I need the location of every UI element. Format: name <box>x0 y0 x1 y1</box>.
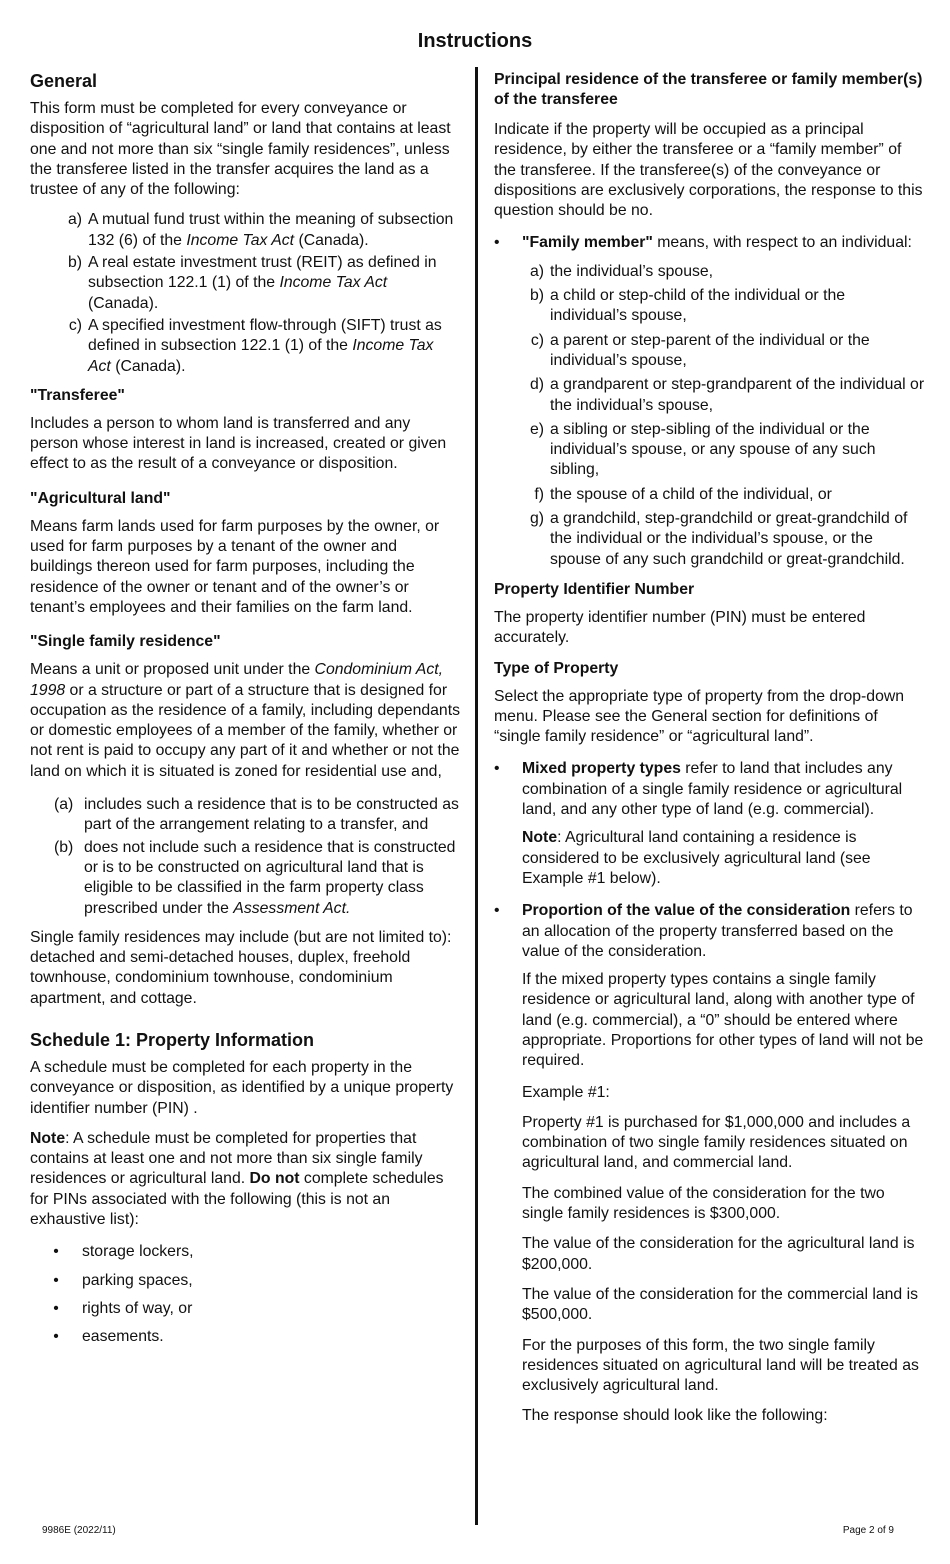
general-heading: General <box>30 71 98 91</box>
list-label: f) <box>534 485 544 503</box>
list-item <box>520 375 926 416</box>
right-column <box>494 70 926 1437</box>
list-text: storage lockers, <box>82 1243 194 1261</box>
list-item <box>520 420 926 481</box>
list-text: a grandparent or step-grandparent of the individual or the individual’s spouse, <box>550 376 925 414</box>
agricultural-land-paragraph: Means farm lands used for farm purposes by the owner, or used for farm purposes by a tenant of the owner and buildings thereon used for farm purposes, including the residence of the owner or tenant and of the owner’s or tenant’s employees and their families on the farm land. <box>30 517 440 616</box>
list-label: a) <box>529 262 544 280</box>
list-item <box>520 262 926 282</box>
list-label: a) <box>67 211 82 229</box>
list-text: Mixed property types refer to land that includes any combination of a single family residence or agricultural land, and any other type of land (e.g. commercial). <box>522 760 903 819</box>
list-text: A real estate investment trust (REIT) as defined in subsection 122.1 (1) of the Income Tax Act (Canada). <box>88 254 437 312</box>
list-label: b) <box>67 254 82 272</box>
pin-heading: Property Identifier Number <box>494 580 695 598</box>
list-text: a parent or step-parent of the individual or the individual’s spouse, <box>550 331 870 369</box>
proportion-bullet <box>494 901 926 962</box>
list-label: d) <box>529 376 544 394</box>
list-item <box>494 759 926 820</box>
list-item <box>520 485 926 505</box>
example-paragraph: The response should look like the following: <box>522 1407 828 1425</box>
list-item <box>30 1299 460 1319</box>
proportion-paragraph: If the mixed property types contains a single family residence or agricultural land, along with another type of land (e.g. commercial), a “0” should be entered where appropriate. Proportions for other types of land will not be required. <box>522 971 924 1070</box>
residence-examples-paragraph: Single family residences may include (but are not limited to): detached and semi-detached houses, duplex, freehold townhouse, condominium townhouse, condominium apartment, and cottage. <box>30 928 452 1007</box>
bullet: • <box>53 1328 59 1346</box>
list-text: "Family member" means, with respect to an individual: <box>522 234 912 252</box>
page-title: Instructions <box>417 30 533 52</box>
list-text: A specified investment flow-through (SIFT) trust as defined in subsection 122.1 (1) of the Income Tax Act (Canada). <box>88 316 442 375</box>
list-text: the individual’s spouse, <box>550 262 714 280</box>
principal-residence-heading: Principal residence of the transferee or family member(s) of the transferee <box>494 71 923 108</box>
list-text: a sibling or step-sibling of the individual or the individual’s spouse, or any spouse of any such sibling, <box>550 420 876 479</box>
list-label: e) <box>529 420 544 438</box>
list-text: includes such a residence that is to be constructed as part of the arrangement relating to a transfer, and <box>84 796 459 834</box>
example-paragraph: For the purposes of this form, the two single family residences situated on agricultural land will be treated as exclusively agricultural land. <box>522 1336 919 1395</box>
column-divider <box>475 67 478 1525</box>
list-text: a child or step-child of the individual or the individual’s spouse, <box>550 287 846 325</box>
list-text: the spouse of a child of the individual, or <box>550 485 832 503</box>
list-text: parking spaces, <box>82 1271 193 1289</box>
bullet: • <box>53 1271 59 1289</box>
example-paragraph: Property #1 is purchased for $1,000,000 and includes a combination of two single family residences situated on agricultural land, and commercial land. <box>522 1113 911 1172</box>
example-paragraph: The combined value of the consideration for the two single family residences is $300,000. <box>522 1184 885 1223</box>
principal-residence-paragraph: Indicate if the property will be occupied as a principal residence, by either the transferee or a “family member” of the transferee. If the transferee(s) of the conveyance or dispositions are exclusively corporations, the response to this question should be no. <box>494 121 923 220</box>
schedule-note: Note: A schedule must be completed for properties that contains at least one and not more than six single family residences or agricultural land. Do not complete schedules for PINs associated with the following (this is not an exhaustive list): <box>30 1129 444 1229</box>
list-item <box>54 253 460 314</box>
example-paragraph: The value of the consideration for the agricultural land is $200,000. <box>522 1235 915 1273</box>
list-item <box>54 795 460 836</box>
page-number: Page 2 of 9 <box>842 1525 894 1536</box>
list-item <box>30 1242 460 1262</box>
family-member-bullet <box>494 233 926 253</box>
property-type-paragraph: Select the appropriate type of property from the drop-down menu. Please see the General section for definitions of “single family residence” or “agricultural land”. <box>494 687 905 746</box>
agricultural-land-heading: "Agricultural land" <box>30 489 171 507</box>
excluded-list <box>30 1242 460 1347</box>
example-paragraph: The value of the consideration for the commercial land is $500,000. <box>522 1285 919 1324</box>
property-type-bullets <box>494 759 926 820</box>
list-item <box>494 233 926 253</box>
residence-conditions-list <box>30 795 460 919</box>
bullet: • <box>53 1243 59 1261</box>
schedule-paragraph: A schedule must be completed for each property in the conveyance or disposition, as identified by a unique property identifier number (PIN) . <box>30 1058 454 1117</box>
list-item <box>520 331 926 372</box>
list-label: g) <box>529 510 544 528</box>
list-label: b) <box>529 287 544 305</box>
list-text: rights of way, or <box>82 1299 193 1317</box>
general-paragraph: This form must be completed for every conveyance or disposition of “agricultural land” or land that contains at least one and not more than six “single family residences”, unless the transferee listed in the transfer acquires the land as a trustee of any of the following: <box>30 100 451 199</box>
bullet: • <box>494 760 500 778</box>
transferee-heading: "Transferee" <box>30 386 125 404</box>
list-item <box>30 1271 460 1291</box>
list-label: (a) <box>54 796 74 814</box>
family-member-list <box>494 262 926 570</box>
single-family-residence-heading: "Single family residence" <box>30 633 221 651</box>
left-column <box>30 70 460 1357</box>
schedule-heading: Schedule 1: Property Information <box>30 1029 315 1050</box>
list-item <box>54 316 460 377</box>
trust-list <box>30 210 460 376</box>
list-text: a grandchild, step-grandchild or great-grandchild of the individual or the individual’s spouse, or the spouse of any such grandchild or great-grandchild. <box>550 510 908 568</box>
list-label: c) <box>68 316 82 334</box>
list-label: (b) <box>54 838 74 856</box>
list-item <box>520 286 926 327</box>
list-text: Proportion of the value of the consideration refers to an allocation of the property transferred based on the value of the consideration. <box>522 902 913 960</box>
list-item <box>54 838 460 919</box>
pin-paragraph: The property identifier number (PIN) must be entered accurately. <box>494 608 866 647</box>
mixed-note: Note: Agricultural land containing a residence is considered to be exclusively agricultural land (see Example #1 below). <box>522 829 871 887</box>
list-text: does not include such a residence that is constructed or is to be constructed on agricultural land that is eligible to be classified in the farm property class prescribed under the Assessment Act. <box>84 838 456 917</box>
list-label: c) <box>530 331 544 349</box>
property-type-heading: Type of Property <box>494 659 619 677</box>
bullet: • <box>494 902 500 920</box>
list-text: easements. <box>82 1328 164 1346</box>
bullet: • <box>53 1299 59 1317</box>
single-family-residence-paragraph: Means a unit or proposed unit under the Condominium Act, 1998 or a structure or part of a structure that is designed for occupation as the residence of a family, including dependants or domestic employees of a member of the family, whether or not rent is paid to occupy any part of it and whether or not the land on which it is situated is zoned for residential use and, <box>30 661 461 780</box>
example-label: Example #1: <box>522 1083 610 1101</box>
form-id: 9986E (2022/11) <box>42 1525 116 1536</box>
list-item <box>494 901 926 962</box>
transferee-paragraph: Includes a person to whom land is transferred and any person whose interest in land is increased, created or given effect to as the result of a conveyance or disposition. <box>30 414 447 473</box>
list-item <box>520 509 926 570</box>
list-item <box>54 210 460 251</box>
list-item <box>30 1327 460 1347</box>
list-text: A mutual fund trust within the meaning of subsection 132 (6) of the Income Tax Act (Canada). <box>88 211 454 249</box>
bullet: • <box>494 234 500 252</box>
